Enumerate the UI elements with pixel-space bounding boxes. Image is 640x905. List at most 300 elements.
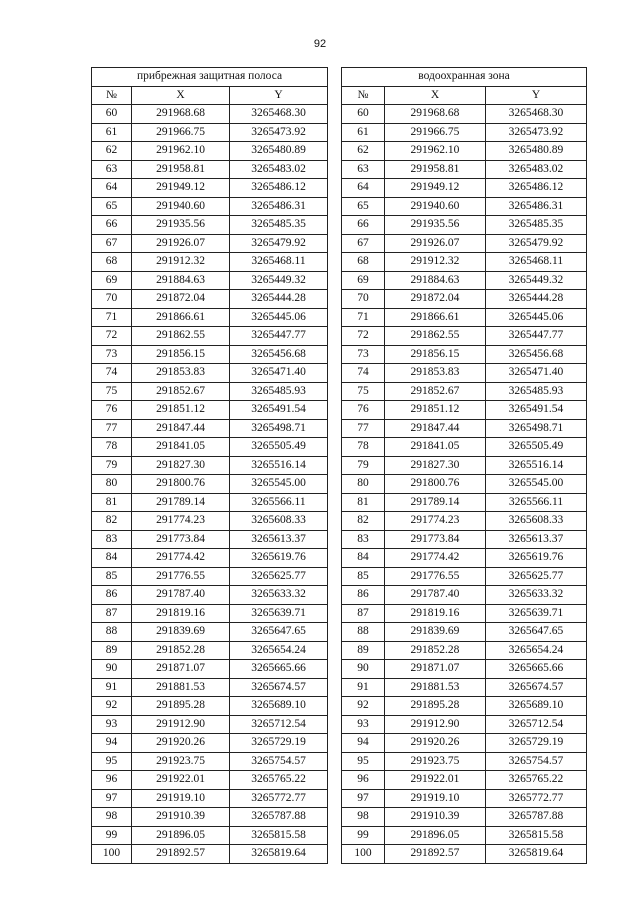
x-coordinate: 291922.01 <box>132 771 230 790</box>
point-number: 90 <box>341 660 384 679</box>
y-coordinate: 3265486.31 <box>230 197 328 216</box>
x-coordinate: 291866.61 <box>384 308 485 327</box>
table-row <box>92 456 328 475</box>
point-number: 81 <box>92 493 132 512</box>
point-number: 99 <box>92 826 132 845</box>
table-row <box>92 808 328 827</box>
y-coordinate: 3265456.68 <box>230 345 328 364</box>
y-coordinate: 3265449.32 <box>485 271 586 290</box>
x-coordinate: 291884.63 <box>384 271 485 290</box>
x-coordinate: 291912.90 <box>384 715 485 734</box>
point-number: 85 <box>92 567 132 586</box>
y-coordinate: 3265471.40 <box>485 364 586 383</box>
table-row <box>92 364 328 383</box>
table-row <box>92 623 328 642</box>
x-coordinate: 291968.68 <box>384 105 485 124</box>
y-coordinate: 3265473.92 <box>485 123 586 142</box>
x-coordinate: 291881.53 <box>132 678 230 697</box>
y-coordinate: 3265647.65 <box>485 623 586 642</box>
table-row <box>341 271 586 290</box>
point-number: 98 <box>341 808 384 827</box>
x-coordinate: 291773.84 <box>384 530 485 549</box>
page-number: 92 <box>313 38 327 50</box>
y-coordinate: 3265665.66 <box>230 660 328 679</box>
y-coordinate: 3265483.02 <box>485 160 586 179</box>
x-coordinate: 291787.40 <box>132 586 230 605</box>
table-row <box>341 641 586 660</box>
point-number: 92 <box>341 697 384 716</box>
x-coordinate: 291940.60 <box>132 197 230 216</box>
y-coordinate: 3265654.24 <box>485 641 586 660</box>
table-row <box>92 234 328 253</box>
table-row <box>92 604 328 623</box>
table-row <box>92 105 328 124</box>
point-number: 74 <box>92 364 132 383</box>
table-row <box>92 216 328 235</box>
x-coordinate: 291853.83 <box>384 364 485 383</box>
table-title: прибрежная защитная полоса <box>92 68 328 87</box>
x-coordinate: 291958.81 <box>384 160 485 179</box>
table-row <box>92 345 328 364</box>
table-row <box>92 327 328 346</box>
table-row <box>92 290 328 309</box>
table-row <box>341 160 586 179</box>
point-number: 100 <box>92 845 132 864</box>
table-row <box>341 105 586 124</box>
x-coordinate: 291856.15 <box>132 345 230 364</box>
x-coordinate: 291827.30 <box>384 456 485 475</box>
point-number: 83 <box>92 530 132 549</box>
y-coordinate: 3265772.77 <box>485 789 586 808</box>
y-coordinate: 3265625.77 <box>230 567 328 586</box>
x-coordinate: 291839.69 <box>132 623 230 642</box>
point-number: 72 <box>92 327 132 346</box>
table-row <box>341 826 586 845</box>
x-coordinate: 291872.04 <box>132 290 230 309</box>
y-coordinate: 3265772.77 <box>230 789 328 808</box>
point-number: 64 <box>92 179 132 198</box>
y-coordinate: 3265486.12 <box>230 179 328 198</box>
point-number: 71 <box>341 308 384 327</box>
x-coordinate: 291871.07 <box>384 660 485 679</box>
point-number: 70 <box>92 290 132 309</box>
x-coordinate: 291776.55 <box>132 567 230 586</box>
point-number: 63 <box>341 160 384 179</box>
point-number: 66 <box>92 216 132 235</box>
y-coordinate: 3265447.77 <box>485 327 586 346</box>
x-coordinate: 291847.44 <box>384 419 485 438</box>
y-coordinate: 3265647.65 <box>230 623 328 642</box>
y-coordinate: 3265485.93 <box>230 382 328 401</box>
y-coordinate: 3265445.06 <box>230 308 328 327</box>
table-row <box>341 845 586 864</box>
table-row <box>92 678 328 697</box>
y-coordinate: 3265468.30 <box>230 105 328 124</box>
table-row <box>341 697 586 716</box>
x-coordinate: 291920.26 <box>384 734 485 753</box>
table-row <box>341 493 586 512</box>
point-number: 61 <box>92 123 132 142</box>
point-number: 94 <box>341 734 384 753</box>
point-number: 77 <box>341 419 384 438</box>
point-number: 71 <box>92 308 132 327</box>
y-coordinate: 3265765.22 <box>485 771 586 790</box>
x-coordinate: 291966.75 <box>132 123 230 142</box>
point-number: 78 <box>92 438 132 457</box>
point-number: 65 <box>92 197 132 216</box>
y-coordinate: 3265819.64 <box>485 845 586 864</box>
y-coordinate: 3265498.71 <box>230 419 328 438</box>
table-row <box>92 752 328 771</box>
table-row <box>341 308 586 327</box>
y-coordinate: 3265471.40 <box>230 364 328 383</box>
point-number: 94 <box>92 734 132 753</box>
column-header-number: № <box>341 86 384 105</box>
table-row <box>341 401 586 420</box>
table-row <box>341 456 586 475</box>
table-row <box>92 641 328 660</box>
table-row <box>341 290 586 309</box>
x-coordinate: 291923.75 <box>132 752 230 771</box>
table-row <box>92 142 328 161</box>
x-coordinate: 291895.28 <box>384 697 485 716</box>
y-coordinate: 3265485.93 <box>485 382 586 401</box>
x-coordinate: 291852.67 <box>384 382 485 401</box>
table-row <box>92 438 328 457</box>
point-number: 80 <box>92 475 132 494</box>
y-coordinate: 3265485.35 <box>485 216 586 235</box>
y-coordinate: 3265633.32 <box>485 586 586 605</box>
x-coordinate: 291922.01 <box>384 771 485 790</box>
table-row <box>92 308 328 327</box>
table-row <box>341 382 586 401</box>
point-number: 84 <box>341 549 384 568</box>
table-row <box>341 752 586 771</box>
point-number: 89 <box>341 641 384 660</box>
point-number: 79 <box>341 456 384 475</box>
table-row <box>341 567 586 586</box>
y-coordinate: 3265674.57 <box>230 678 328 697</box>
table-row <box>341 660 586 679</box>
point-number: 86 <box>92 586 132 605</box>
point-number: 93 <box>92 715 132 734</box>
point-number: 88 <box>92 623 132 642</box>
table-row <box>92 179 328 198</box>
x-coordinate: 291935.56 <box>132 216 230 235</box>
table-row <box>341 438 586 457</box>
point-number: 95 <box>92 752 132 771</box>
point-number: 82 <box>341 512 384 531</box>
column-header-number: № <box>92 86 132 105</box>
table-row <box>92 475 328 494</box>
table-row <box>341 623 586 642</box>
x-coordinate: 291774.42 <box>384 549 485 568</box>
point-number: 69 <box>92 271 132 290</box>
y-coordinate: 3265625.77 <box>485 567 586 586</box>
point-number: 65 <box>341 197 384 216</box>
point-number: 81 <box>341 493 384 512</box>
y-coordinate: 3265639.71 <box>485 604 586 623</box>
point-number: 98 <box>92 808 132 827</box>
y-coordinate: 3265468.30 <box>485 105 586 124</box>
x-coordinate: 291841.05 <box>384 438 485 457</box>
table-row <box>341 734 586 753</box>
table-row <box>92 493 328 512</box>
table-title: водоохранная зона <box>341 68 586 87</box>
y-coordinate: 3265445.06 <box>485 308 586 327</box>
point-number: 73 <box>92 345 132 364</box>
point-number: 66 <box>341 216 384 235</box>
y-coordinate: 3265468.11 <box>485 253 586 272</box>
x-coordinate: 291912.32 <box>384 253 485 272</box>
point-number: 69 <box>341 271 384 290</box>
y-coordinate: 3265566.11 <box>485 493 586 512</box>
table-row <box>92 715 328 734</box>
y-coordinate: 3265491.54 <box>485 401 586 420</box>
y-coordinate: 3265765.22 <box>230 771 328 790</box>
x-coordinate: 291774.23 <box>384 512 485 531</box>
y-coordinate: 3265444.28 <box>485 290 586 309</box>
point-number: 89 <box>92 641 132 660</box>
x-coordinate: 291949.12 <box>384 179 485 198</box>
point-number: 63 <box>92 160 132 179</box>
table-row <box>92 160 328 179</box>
point-number: 83 <box>341 530 384 549</box>
y-coordinate: 3265815.58 <box>230 826 328 845</box>
y-coordinate: 3265689.10 <box>485 697 586 716</box>
y-coordinate: 3265479.92 <box>485 234 586 253</box>
x-coordinate: 291919.10 <box>384 789 485 808</box>
table-row <box>341 253 586 272</box>
y-coordinate: 3265819.64 <box>230 845 328 864</box>
y-coordinate: 3265485.35 <box>230 216 328 235</box>
point-number: 97 <box>341 789 384 808</box>
y-coordinate: 3265613.37 <box>485 530 586 549</box>
y-coordinate: 3265619.76 <box>485 549 586 568</box>
x-coordinate: 291926.07 <box>132 234 230 253</box>
x-coordinate: 291895.28 <box>132 697 230 716</box>
y-coordinate: 3265456.68 <box>485 345 586 364</box>
table-row <box>92 123 328 142</box>
table-row <box>341 234 586 253</box>
x-coordinate: 291841.05 <box>132 438 230 457</box>
table-row <box>92 549 328 568</box>
table-row <box>341 789 586 808</box>
table-row <box>92 382 328 401</box>
table-row <box>341 715 586 734</box>
y-coordinate: 3265479.92 <box>230 234 328 253</box>
table-row <box>341 475 586 494</box>
table-row <box>92 567 328 586</box>
table-row <box>341 327 586 346</box>
x-coordinate: 291773.84 <box>132 530 230 549</box>
point-number: 62 <box>341 142 384 161</box>
table-row <box>92 253 328 272</box>
point-number: 97 <box>92 789 132 808</box>
x-coordinate: 291896.05 <box>132 826 230 845</box>
y-coordinate: 3265566.11 <box>230 493 328 512</box>
y-coordinate: 3265498.71 <box>485 419 586 438</box>
column-header-x: X <box>384 86 485 105</box>
x-coordinate: 291896.05 <box>384 826 485 845</box>
x-coordinate: 291800.76 <box>384 475 485 494</box>
table-row <box>92 660 328 679</box>
x-coordinate: 291862.55 <box>132 327 230 346</box>
point-number: 75 <box>92 382 132 401</box>
point-number: 88 <box>341 623 384 642</box>
table-row <box>92 419 328 438</box>
y-coordinate: 3265480.89 <box>230 142 328 161</box>
table-row <box>341 345 586 364</box>
x-coordinate: 291871.07 <box>132 660 230 679</box>
y-coordinate: 3265486.31 <box>485 197 586 216</box>
x-coordinate: 291862.55 <box>384 327 485 346</box>
x-coordinate: 291853.83 <box>132 364 230 383</box>
y-coordinate: 3265505.49 <box>485 438 586 457</box>
y-coordinate: 3265516.14 <box>230 456 328 475</box>
table-row <box>341 530 586 549</box>
x-coordinate: 291872.04 <box>384 290 485 309</box>
coastal-strip-table <box>91 67 328 864</box>
y-coordinate: 3265754.57 <box>485 752 586 771</box>
x-coordinate: 291787.40 <box>384 586 485 605</box>
point-number: 82 <box>92 512 132 531</box>
y-coordinate: 3265729.19 <box>485 734 586 753</box>
table-row <box>341 364 586 383</box>
point-number: 80 <box>341 475 384 494</box>
y-coordinate: 3265665.66 <box>485 660 586 679</box>
table-row <box>92 734 328 753</box>
x-coordinate: 291949.12 <box>132 179 230 198</box>
x-coordinate: 291852.67 <box>132 382 230 401</box>
point-number: 90 <box>92 660 132 679</box>
x-coordinate: 291851.12 <box>132 401 230 420</box>
table-row <box>92 512 328 531</box>
table-row <box>341 604 586 623</box>
table-row <box>341 512 586 531</box>
point-number: 74 <box>341 364 384 383</box>
column-header-x: X <box>132 86 230 105</box>
point-number: 68 <box>341 253 384 272</box>
table-row <box>341 549 586 568</box>
point-number: 95 <box>341 752 384 771</box>
point-number: 75 <box>341 382 384 401</box>
x-coordinate: 291966.75 <box>384 123 485 142</box>
point-number: 96 <box>341 771 384 790</box>
x-coordinate: 291827.30 <box>132 456 230 475</box>
table-row <box>92 530 328 549</box>
x-coordinate: 291774.42 <box>132 549 230 568</box>
x-coordinate: 291884.63 <box>132 271 230 290</box>
y-coordinate: 3265480.89 <box>485 142 586 161</box>
point-number: 84 <box>92 549 132 568</box>
y-coordinate: 3265608.33 <box>485 512 586 531</box>
y-coordinate: 3265491.54 <box>230 401 328 420</box>
y-coordinate: 3265633.32 <box>230 586 328 605</box>
column-header-y: Y <box>485 86 586 105</box>
x-coordinate: 291940.60 <box>384 197 485 216</box>
x-coordinate: 291923.75 <box>384 752 485 771</box>
y-coordinate: 3265608.33 <box>230 512 328 531</box>
table-row <box>341 123 586 142</box>
table-row <box>341 771 586 790</box>
point-number: 99 <box>341 826 384 845</box>
x-coordinate: 291935.56 <box>384 216 485 235</box>
x-coordinate: 291856.15 <box>384 345 485 364</box>
x-coordinate: 291912.90 <box>132 715 230 734</box>
table-row <box>341 142 586 161</box>
x-coordinate: 291962.10 <box>384 142 485 161</box>
table-row <box>341 419 586 438</box>
x-coordinate: 291789.14 <box>132 493 230 512</box>
table-row <box>92 826 328 845</box>
table-row <box>92 586 328 605</box>
x-coordinate: 291968.68 <box>132 105 230 124</box>
coordinate-tables <box>91 67 587 864</box>
x-coordinate: 291958.81 <box>132 160 230 179</box>
y-coordinate: 3265689.10 <box>230 697 328 716</box>
x-coordinate: 291774.23 <box>132 512 230 531</box>
x-coordinate: 291819.16 <box>132 604 230 623</box>
table-row <box>92 197 328 216</box>
point-number: 64 <box>341 179 384 198</box>
column-header-y: Y <box>230 86 328 105</box>
y-coordinate: 3265815.58 <box>485 826 586 845</box>
x-coordinate: 291926.07 <box>384 234 485 253</box>
table-row <box>92 789 328 808</box>
point-number: 93 <box>341 715 384 734</box>
y-coordinate: 3265505.49 <box>230 438 328 457</box>
y-coordinate: 3265444.28 <box>230 290 328 309</box>
x-coordinate: 291910.39 <box>132 808 230 827</box>
point-number: 78 <box>341 438 384 457</box>
table-row <box>341 197 586 216</box>
y-coordinate: 3265545.00 <box>230 475 328 494</box>
y-coordinate: 3265613.37 <box>230 530 328 549</box>
y-coordinate: 3265545.00 <box>485 475 586 494</box>
point-number: 67 <box>92 234 132 253</box>
x-coordinate: 291910.39 <box>384 808 485 827</box>
table-row <box>341 179 586 198</box>
x-coordinate: 291892.57 <box>384 845 485 864</box>
point-number: 76 <box>92 401 132 420</box>
point-number: 73 <box>341 345 384 364</box>
table-row <box>92 271 328 290</box>
table-row <box>92 845 328 864</box>
table-row <box>92 401 328 420</box>
y-coordinate: 3265674.57 <box>485 678 586 697</box>
y-coordinate: 3265447.77 <box>230 327 328 346</box>
y-coordinate: 3265483.02 <box>230 160 328 179</box>
point-number: 60 <box>92 105 132 124</box>
x-coordinate: 291920.26 <box>132 734 230 753</box>
x-coordinate: 291789.14 <box>384 493 485 512</box>
y-coordinate: 3265754.57 <box>230 752 328 771</box>
point-number: 96 <box>92 771 132 790</box>
x-coordinate: 291892.57 <box>132 845 230 864</box>
point-number: 91 <box>341 678 384 697</box>
x-coordinate: 291912.32 <box>132 253 230 272</box>
y-coordinate: 3265639.71 <box>230 604 328 623</box>
point-number: 85 <box>341 567 384 586</box>
point-number: 87 <box>92 604 132 623</box>
x-coordinate: 291962.10 <box>132 142 230 161</box>
point-number: 67 <box>341 234 384 253</box>
table-row <box>341 678 586 697</box>
point-number: 60 <box>341 105 384 124</box>
point-number: 70 <box>341 290 384 309</box>
point-number: 92 <box>92 697 132 716</box>
